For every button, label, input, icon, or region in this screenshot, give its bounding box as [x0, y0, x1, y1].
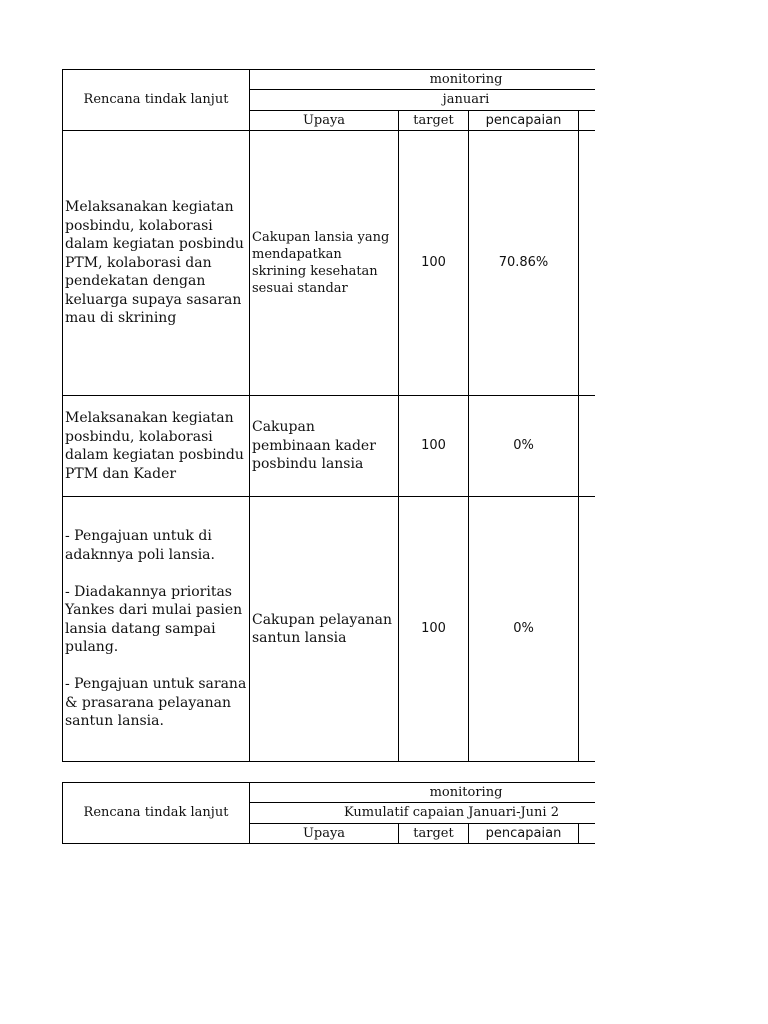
table-row — [63, 396, 596, 497]
header-pencapaian: pencapaian — [469, 823, 579, 843]
header-monitoring: monitoring — [250, 783, 596, 803]
header-period: Kumulatif capaian Januari-Juni 2 — [250, 803, 596, 823]
rencana-cell: Melaksanakan kegiatan posbindu, kolaborasi dalam kegiatan posbindu PTM dan Kader — [63, 396, 250, 497]
header-rencana-tindak-lanjut: Rencana tindak lanjut — [63, 783, 250, 844]
pencapaian-cell: 70.86% — [469, 131, 579, 396]
upaya-cell: Cakupan pelayanan santun lansia — [250, 497, 399, 762]
empty-cell — [579, 497, 596, 762]
header-empty-cell — [579, 823, 596, 843]
table-januari — [62, 69, 595, 762]
target-cell: 100 — [399, 131, 469, 396]
table-row — [63, 497, 596, 762]
upaya-cell: Cakupan pembinaan kader posbindu lansia — [250, 396, 399, 497]
pencapaian-cell: 0% — [469, 497, 579, 762]
header-period: januari — [250, 90, 596, 110]
header-monitoring: monitoring — [250, 70, 596, 90]
target-cell: 100 — [399, 497, 469, 762]
rencana-cell: - Pengajuan untuk di adaknnya poli lansia. - Diadakannya prioritas Yankes dari mulai pasien lansia datang sampai pulang. - Pengajuan untuk sarana & prasarana pelayanan santun lansia. — [63, 497, 250, 762]
table-row — [63, 131, 596, 396]
rencana-cell: Melaksanakan kegiatan posbindu, kolaborasi dalam kegiatan posbindu PTM, kolaborasi dan pendekatan dengan keluarga supaya sasaran mau di skrining — [63, 131, 250, 396]
header-target: target — [399, 823, 469, 843]
monitoring-table-januari — [62, 69, 595, 762]
header-upaya: Upaya — [250, 823, 399, 843]
empty-cell — [579, 131, 596, 396]
header-target: target — [399, 110, 469, 130]
pencapaian-cell: 0% — [469, 396, 579, 497]
header-empty-cell — [579, 110, 596, 130]
header-upaya: Upaya — [250, 110, 399, 130]
upaya-cell: Cakupan lansia yang mendapatkan skrining kesehatan sesuai standar — [250, 131, 399, 396]
table-kumulatif — [62, 782, 595, 844]
monitoring-table-kumulatif — [62, 782, 595, 844]
header-pencapaian: pencapaian — [469, 110, 579, 130]
empty-cell — [579, 396, 596, 497]
target-cell: 100 — [399, 396, 469, 497]
header-rencana-tindak-lanjut: Rencana tindak lanjut — [63, 70, 250, 131]
